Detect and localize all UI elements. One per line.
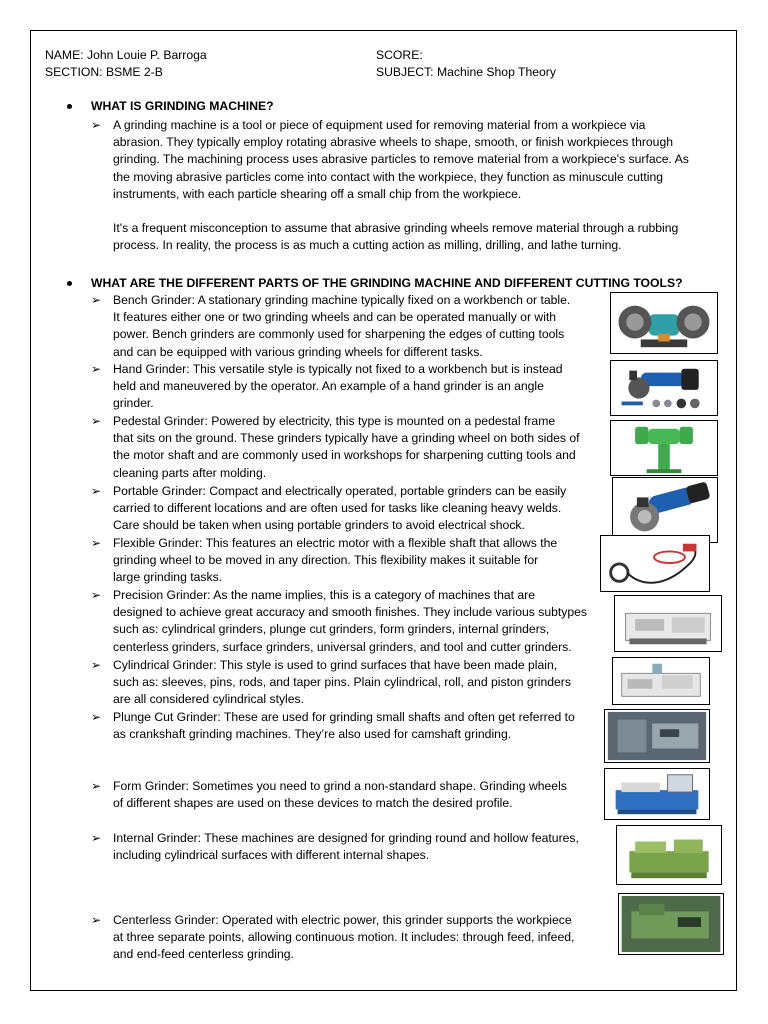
text-line: A grinding machine is a tool or piece of equipment used for removing material from a workpiece via [113,118,646,132]
text-line: Plunge Cut Grinder: These are used for grinding small shafts and often get referred to [113,710,575,724]
text-line: and can be equipped with various grinding wheels for different tasks. [113,344,483,359]
q1-paragraph-1 [113,117,689,203]
bullet-icon [67,104,72,109]
subject-label: SUBJECT: Machine Shop Theory [376,65,556,79]
arrow-bullet-icon: ➢ [91,710,102,724]
text-line: including cylindrical surfaces with different internal shapes. [113,848,430,863]
text-line: Flexible Grinder: This features an electric motor with a flexible shaft that allows the [113,536,558,550]
text-line: instruments, with each particle shearing off a small chip from the workpiece. [113,186,522,201]
item-plunge-cut-grinder [113,709,575,743]
item-centerless-grinder [113,912,574,964]
text-line: Pedestal Grinder: Powered by electricity, this type is mounted on a pedestal frame [113,414,556,428]
text-line: that sits on the ground. These grinders typically have a grinding wheel on both sides of [113,431,580,446]
arrow-bullet-icon: ➢ [91,913,102,927]
text-line: It features either one or two grinding wheels and can be operated manually or with [113,310,557,325]
arrow-bullet-icon: ➢ [91,362,102,376]
text-line: are all considered cylindrical styles. [113,692,305,707]
arrow-bullet-icon: ➢ [91,658,102,672]
text-line: the moving abrasive particles come into contact with the workpiece, they function as minuscule cutting [113,169,664,184]
text-line: power. Bench grinders are commonly used for sharpening the edges of cutting tools [113,327,565,342]
flexible-shaft-grinder-image [600,535,710,592]
text-line: carried to different locations and are often used for tasks like cleaning heavy welds. [113,501,562,516]
text-line: such as: sleeves, pins, rods, and taper pins. Plain cylindrical, roll, and piston grinders [113,675,571,690]
cylindrical-grinder-image [612,657,710,705]
text-line: Cylindrical Grinder: This style is used to grind surfaces that have been made plain, [113,658,558,672]
item-flexible-grinder [113,535,557,587]
text-line: It's a frequent misconception to assume that abrasive grinding wheels remove material through a rubbing [113,221,679,235]
text-line: held and maneuvered by the operator. An example of a hand grinder is an angle [113,379,544,394]
arrow-bullet-icon: ➢ [91,118,102,132]
arrow-bullet-icon: ➢ [91,588,102,602]
student-name: NAME: John Louie P. Barroga [45,48,207,62]
bench-grinder-image [610,292,718,354]
arrow-bullet-icon: ➢ [91,293,102,307]
portable-grinder-image [612,477,718,543]
plunge-cut-grinder-image [604,709,710,763]
text-line: of different shapes are used on these devices to match the desired profile. [113,796,513,811]
text-line: as crankshaft grinding machines. They’re also used for camshaft grinding. [113,727,512,742]
item-form-grinder [113,778,567,812]
form-grinder-image [604,768,710,820]
text-line: centerless grinders, surface grinders, universal grinders, and tool and cutter grinders. [113,639,572,654]
arrow-bullet-icon: ➢ [91,779,102,793]
text-line: grinding wheel to be moved in any direction. This flexibility makes it suitable for [113,553,539,568]
text-line: Care should be taken when using portable grinders to avoid electrical shock. [113,518,525,533]
text-line: grinder. [113,396,154,411]
text-line: and end-feed centerless grinding. [113,947,294,962]
item-precision-grinder [113,587,587,656]
text-line: large grinding tasks. [113,570,223,585]
q1-paragraph-2 [113,220,678,254]
text-line: Form Grinder: Sometimes you need to grind a non-standard shape. Grinding wheels [113,779,567,793]
text-line: grinding. The machining process uses abrasive particles to remove material from a workpiece's surface. As [113,152,689,167]
arrow-bullet-icon: ➢ [91,536,102,550]
arrow-bullet-icon: ➢ [91,414,102,428]
arrow-bullet-icon: ➢ [91,484,102,498]
text-line: cleaning parts after molding. [113,465,267,480]
text-line: Bench Grinder: A stationary grinding machine typically fixed on a workbench or table. [113,293,571,307]
text-line: Portable Grinder: Compact and electrically operated, portable grinders can be easily [113,484,567,498]
angle-grinder-image [610,360,718,416]
centerless-grinder-image [618,893,724,955]
bullet-icon [67,281,72,286]
item-bench-grinder [113,292,570,361]
item-hand-grinder [113,361,563,413]
text-line: Hand Grinder: This versatile style is typically not fixed to a workbench but is instead [113,362,563,376]
item-cylindrical-grinder [113,657,571,709]
item-portable-grinder [113,483,566,535]
q1-heading: WHAT IS GRINDING MACHINE? [91,99,274,113]
text-line: Precision Grinder: As the name implies, this is a category of machines that are [113,588,536,602]
student-section: SECTION: BSME 2-B [45,65,163,79]
text-line: the motor shaft and are commonly used in workshops for sharpening cutting tools and [113,448,576,463]
score-label: SCORE: [376,48,423,62]
text-line: designed to achieve great accuracy and smooth finishes. They include various subtypes [113,605,588,620]
internal-grinder-image [616,825,722,885]
text-line: process. In reality, the process is as much a cutting action as milling, drilling, and lathe turning. [113,238,622,253]
precision-grinder-image [614,595,722,652]
pedestal-grinder-image [610,420,718,476]
text-line: Centerless Grinder: Operated with electric power, this grinder supports the workpiece [113,913,572,927]
q2-heading: WHAT ARE THE DIFFERENT PARTS OF THE GRINDING MACHINE AND DIFFERENT CUTTING TOOLS? [91,276,683,290]
item-internal-grinder [113,830,579,864]
item-pedestal-grinder [113,413,580,482]
text-line: such as: cylindrical grinders, plunge cut grinders, form grinders, internal grinders, [113,622,550,637]
text-line: abrasion. They typically employ rotating abrasive wheels to shape, smooth, or finish workpieces through [113,135,674,150]
text-line: at three separate points, allowing continuous motion. It includes: through feed, infeed, [113,930,575,945]
text-line: Internal Grinder: These machines are designed for grinding round and hollow features, [113,831,579,845]
arrow-bullet-icon: ➢ [91,831,102,845]
